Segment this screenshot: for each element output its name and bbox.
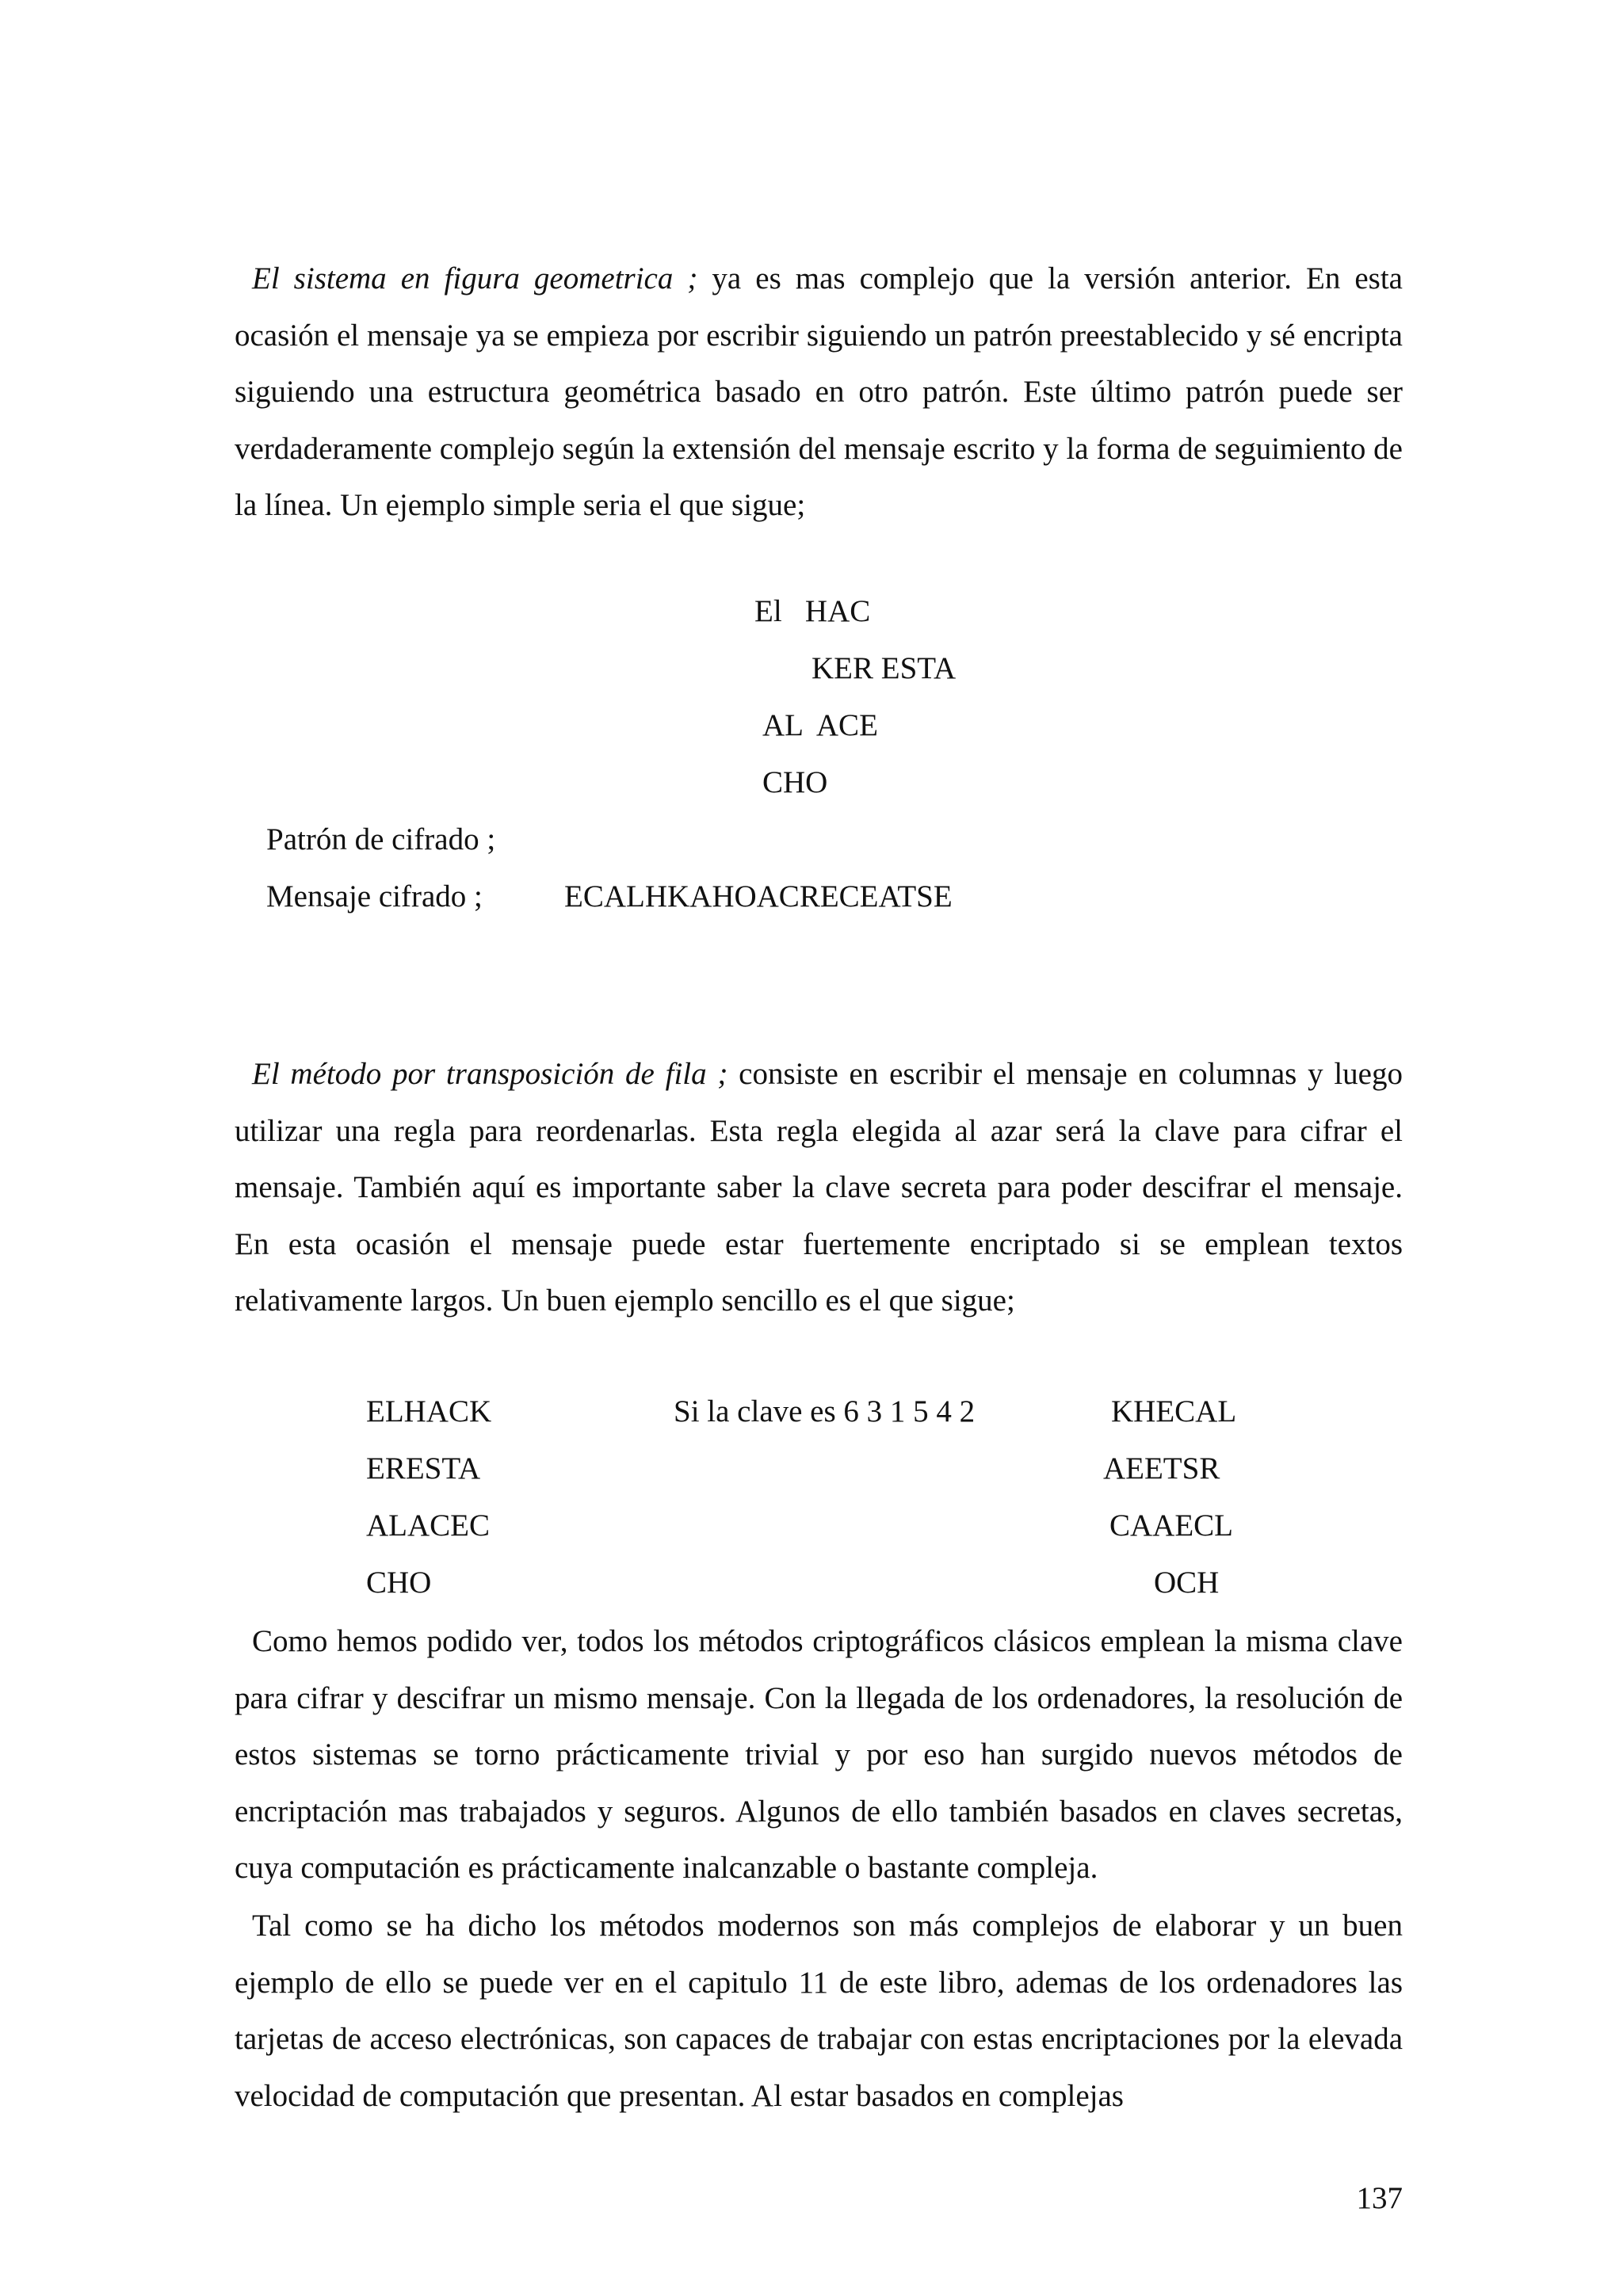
geometric-figure-line-4: CHO xyxy=(762,765,828,799)
paragraph-classic-methods-body: Como hemos podido ver, todos los métodos criptográficos clásicos emplean la misma clave para cifrar y descifrar un mismo mensaje. Con la llegada de los ordenadores, la resolución de estos sistemas se torno prácticamente trivial y por eso han surgido nuevos métodos de encriptación mas trabajados y seguros. Algunos de ello también basados en claves secretas, cuya computación es prácticamente inalcanzable o bastante compleja. xyxy=(235,1624,1403,1885)
cipher-pattern-label: Patrón de cifrado ; xyxy=(266,822,496,856)
geometric-figure-line-2: KER ESTA xyxy=(812,651,957,685)
paragraph-row-transposition xyxy=(235,1046,1403,1329)
paragraph-geometric-system-body: ya es mas complejo que la versión anterior. En esta ocasión el mensaje ya se empieza por escribir siguiendo un patrón preestablecido y sé encripta siguiendo una estructura geométrica basado en otro patrón. Este último patrón puede ser verdaderamente complejo según la extensión del mensaje escrito y la forma de seguimiento de la línea. Un ejemplo simple seria el que sigue; xyxy=(235,261,1403,522)
paragraph-geometric-system xyxy=(235,250,1403,534)
paragraph-classic-methods xyxy=(235,1613,1403,1897)
transposition-plain-row-3: ALACEC xyxy=(366,1508,490,1543)
geometric-figure-line-3: AL ACE xyxy=(762,708,878,742)
paragraph-row-transposition-lead: El método por transposición de fila ; xyxy=(252,1057,728,1091)
transposition-cipher-row-3: CAAECL xyxy=(1109,1508,1233,1543)
page-number: 137 xyxy=(1356,2181,1403,2215)
transposition-key-note: Si la clave es 6 3 1 5 4 2 xyxy=(674,1394,976,1428)
transposition-cipher-row-4: OCH xyxy=(1154,1566,1220,1600)
transposition-plain-row-4: CHO xyxy=(366,1566,432,1600)
cipher-message-value: ECALHKAHOACRECEATSE xyxy=(564,879,953,913)
transposition-cipher-row-1: KHECAL xyxy=(1111,1394,1237,1428)
transposition-cipher-row-2: AEETSR xyxy=(1103,1451,1220,1486)
transposition-plain-row-2: ERESTA xyxy=(366,1451,481,1486)
geometric-figure-line-1: El HAC xyxy=(754,594,871,628)
cipher-message-label: Mensaje cifrado ; xyxy=(266,879,483,913)
paragraph-modern-methods xyxy=(235,1897,1403,2124)
paragraph-geometric-system-lead: El sistema en figura geometrica ; xyxy=(252,261,698,296)
transposition-plain-row-1: ELHACK xyxy=(366,1394,492,1428)
paragraph-row-transposition-body: consiste en escribir el mensaje en columnas y luego utilizar una regla para reordenarlas. Esta regla elegida al azar será la clave para cifrar el mensaje. También aquí es importante saber la clave secreta para poder descifrar el mensaje. En esta ocasión el mensaje puede estar fuertemente encriptado si se emplean textos relativamente largos. Un buen ejemplo sencillo es el que sigue; xyxy=(235,1057,1403,1318)
paragraph-modern-methods-body: Tal como se ha dicho los métodos modernos son más complejos de elaborar y un buen ejemplo de ello se puede ver en el capitulo 11 de este libro, ademas de los ordenadores las tarjetas de acceso electrónicas, son capaces de trabajar con estas encriptaciones por la elevada velocidad de computación que presentan. Al estar basados en complejas xyxy=(235,1909,1403,2113)
